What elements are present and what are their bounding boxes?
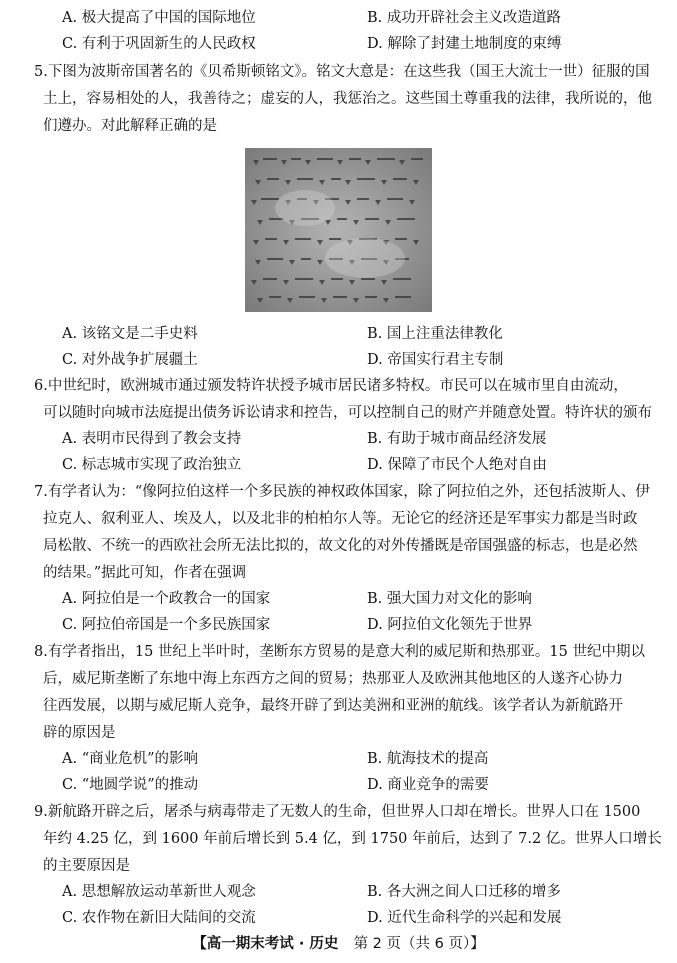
q8-option-c: C. “地圆学说”的推动 [62,777,199,793]
q6-number: 6. [34,378,48,394]
q9-line-3: 的主要原因是 [43,858,130,874]
q8-number: 8. [34,644,48,660]
q5-stem [34,62,650,82]
q8-line-4: 辟的原因是 [43,725,116,741]
q6-stem [34,376,628,396]
q5-number: 5. [34,64,48,80]
q5-line-2: 土上，容易相处的人，我善待之；虚妄的人，我惩治之。这些国土尊重我的法律，我所说的，他 [43,91,652,107]
q8-line-2: 后，威尼斯垄断了东地中海上东西方之间的贸易；热那亚人及欧洲其他地区的人遂齐心协力 [43,671,623,687]
q8-line-3: 往西发展，以期与威尼斯人竞争，最终开辟了到达美洲和亚洲的航线。该学者认为新航路开 [43,698,623,714]
q7-number: 7. [34,484,48,500]
q7-line-4: 的结果。”据此可知，作者在强调 [43,565,247,581]
q4-option-b: B. 成功开辟社会主义改造道路 [367,10,561,26]
q9-stem [34,802,640,822]
q9-line-2: 年约 4.25 亿，到 1600 年前后增长到 5.4 亿，到 1750 年前后，达到了 7.2 亿。世界人口增长 [43,831,662,847]
q7-stem [34,482,650,502]
q9-option-c: C. 农作物在新旧大陆间的交流 [62,910,256,926]
q4-option-a: A. 极大提高了中国的国际地位 [62,10,256,26]
q6-line-1: 中世纪时，欧洲城市通过颁发特许状授予城市居民诸多特权。市民可以在城市里自由流动， [47,378,628,394]
q7-option-b: B. 强大国力对文化的影响 [367,591,532,607]
q5-line-1: 下图为波斯帝国著名的《贝希斯顿铭文》。铭文大意是：在这些我（国王大流士一世）征服的国 [47,64,650,80]
q8-option-a: A. “商业危机”的影响 [62,751,199,767]
q7-option-d: D. 阿拉伯文化领先于世界 [367,617,533,633]
q4-option-d: D. 解除了封建土地制度的束缚 [367,36,562,52]
q5-option-b: B. 国上注重法律教化 [367,326,503,342]
q5-option-c: C. 对外战争扩展疆土 [62,352,198,368]
q6-option-a: A. 表明市民得到了教会支持 [62,431,242,447]
page-number: 第 2 页（共 6 页）】 [353,936,485,952]
q9-option-d: D. 近代生命科学的兴起和发展 [367,910,562,926]
q4-option-c: C. 有利于巩固新生的人民政权 [62,36,256,52]
q7-option-a: A. 阿拉伯是一个政教合一的国家 [62,591,271,607]
q7-line-1: 有学者认为：“像阿拉伯这样一个多民族的神权政体国家，除了阿拉伯之外，还包括波斯人、伊 [47,484,650,500]
page-footer [0,932,677,953]
q5-line-3: 们遵办。对此解释正确的是 [43,118,217,134]
cuneiform-relief-graphic [245,148,432,312]
q8-stem [34,642,645,662]
q5-option-d: D. 帝国实行君主专制 [367,352,504,368]
q8-option-b: B. 航海技术的提高 [367,751,489,767]
exam-title: 【高一期末考试 · 历史 [192,936,339,952]
q7-option-c: C. 阿拉伯帝国是一个多民族国家 [62,617,271,633]
behistun-inscription-image [245,148,432,312]
q9-line-1: 新航路开辟之后，屠杀与病毒带走了无数人的生命，但世界人口却在增长。世界人口在 1500 [47,804,641,820]
q9-option-b: B. 各大洲之间人口迁移的增多 [367,884,561,900]
q8-option-d: D. 商业竞争的需要 [367,777,489,793]
q6-option-c: C. 标志城市实现了政治独立 [62,457,242,473]
q7-line-3: 局松散、不统一的西欧社会所无法比拟的，故文化的对外传播既是帝国强盛的标志，也是必然 [43,538,638,554]
q6-option-d: D. 保障了市民个人绝对自由 [367,457,547,473]
q8-line-1: 有学者指出，15 世纪上半叶时，垄断东方贸易的是意大利的威尼斯和热那亚。15 世纪中期以 [47,644,645,660]
q6-line-2: 可以随时向城市法庭提出债务诉讼请求和控告，可以控制自己的财产并随意处置。特许状的颁布 [43,405,652,421]
q9-option-a: A. 思想解放运动革新世人观念 [62,884,256,900]
q5-option-a: A. 该铭文是二手史料 [62,326,198,342]
q6-option-b: B. 有助于城市商品经济发展 [367,431,547,447]
q7-line-2: 拉克人、叙利亚人、埃及人，以及北非的柏柏尔人等。无论它的经济还是军事实力都是当时政 [43,511,638,527]
q9-number: 9. [34,804,48,820]
